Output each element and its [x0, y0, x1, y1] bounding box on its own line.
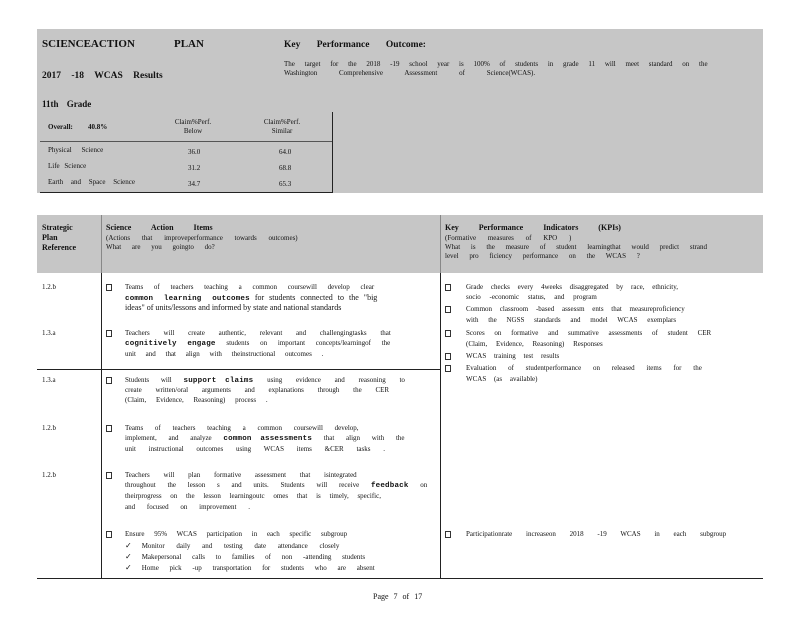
checkbox-icon — [445, 530, 459, 539]
table-row-label: Earth and Space Science — [48, 178, 135, 186]
action-items-sub1: (Actions that improveperformance towards outcomes) — [106, 234, 298, 242]
table-row-label: Life Science — [48, 162, 87, 170]
table-row-similar: 68.8 — [279, 164, 292, 172]
checkbox-icon — [106, 424, 120, 433]
checklist-item: ✓ Monitor daily and testing date attendance closely — [125, 541, 340, 550]
kpi-item: Grade checks every 4weeks disaggregated by race, ethnicity, — [466, 283, 678, 291]
emphasis: common assessments — [223, 435, 313, 443]
action-item: ideas" of units/lessons and informed by state and national standards — [125, 303, 342, 312]
ref-header: Strategic Plan Reference — [42, 223, 77, 252]
checklist-item: ✓ Home pick -up transportation for students who are absent — [125, 563, 375, 572]
kpi-item: Scores on formative and summative assessments of student CER — [466, 329, 712, 337]
kpo-label: Key Performance Outcome: — [284, 40, 426, 50]
action-item: Teachers will create authentic, relevant and challengingtasks that — [125, 329, 391, 337]
checkbox-icon — [445, 305, 459, 314]
action-item: common learning outcomes for students connected to the "big — [125, 293, 378, 303]
table-row-below: 34.7 — [188, 180, 201, 188]
checklist-item: ✓ Makepersonal calls to families of non -attending students — [125, 552, 366, 561]
action-item: (Claim, Evidence, Reasoning) process . — [125, 396, 268, 404]
action-item: and focused on improvement . — [125, 503, 250, 511]
overall-value: 40.8% — [88, 123, 108, 131]
action-item: implement, and analyze common assessments that align with the — [125, 434, 405, 443]
checkbox-icon — [445, 352, 459, 361]
check-icon: ✓ — [125, 563, 132, 572]
kpi-item: with the NGSS standards and model WCAS exemplars — [466, 316, 677, 324]
action-items-sub2: What are you goingto do? — [106, 243, 215, 251]
plan-ref: 1.3.a — [42, 329, 56, 337]
plan-ref: 1.2.b — [42, 471, 56, 479]
check-icon: ✓ — [125, 541, 132, 550]
table-row-label: Physical Science — [48, 146, 104, 154]
kpi-item: Common classroom -based assessm ents that measureproficiency — [466, 305, 685, 313]
kpi-item: Participationrate increaseon 2018 -19 WCAS in each subgroup — [466, 530, 727, 538]
action-item: Teachers will plan formative assessment that isintegrated — [125, 471, 357, 479]
kpi-item: WCAS training test results — [466, 352, 560, 360]
plan-ref: 1.2.b — [42, 424, 56, 432]
check-icon: ✓ — [125, 552, 132, 561]
plan-ref: 1.3.a — [42, 376, 56, 384]
grade-label: 11th Grade — [42, 99, 92, 109]
table-row-similar: 65.3 — [279, 180, 292, 188]
emphasis: support claims — [183, 377, 254, 385]
action-items-header: Science Action Items — [106, 223, 213, 232]
table-row-similar: 64.0 — [279, 148, 292, 156]
results-title: 2017 -18 WCAS Results — [42, 71, 163, 81]
page-number: Page 7 of 17 — [373, 592, 423, 601]
page-title-plan: PLAN — [174, 38, 204, 50]
table-row-below: 36.0 — [188, 148, 201, 156]
checkbox-icon — [106, 471, 120, 480]
checkbox-icon — [106, 376, 120, 385]
kpi-item: socio -economic status, and program — [466, 293, 597, 301]
emphasis: feedback — [370, 482, 409, 490]
action-item: create written/oral arguments and explanations through the CER — [125, 386, 390, 394]
action-item: theirprogress on the lesson learningoutc omes that is timely, specific, — [125, 492, 381, 500]
checkbox-icon — [106, 329, 120, 338]
checkbox-icon — [445, 329, 459, 338]
action-item: Students will support claims using evidence and reasoning to — [125, 376, 405, 385]
kpi-sub3: level pro ficiency performance on the WCAS ? — [445, 252, 640, 260]
emphasis: common learning outcomes — [125, 295, 250, 303]
action-item: unit and that align with theinstructional outcomes . — [125, 350, 324, 358]
kpi-header: Key Performance Indicators (KPIs) — [445, 223, 621, 232]
kpo-text-2: Washington Comprehensive Assessment of Science(WCAS). — [284, 69, 536, 77]
table-row-below: 31.2 — [188, 164, 201, 172]
action-item: Teams of teachers teaching a common coursewill develop, — [125, 424, 359, 432]
plan-ref: 1.2.b — [42, 283, 56, 291]
kpi-item: (Claim, Evidence, Reasoning) Responses — [466, 340, 603, 348]
action-item: Ensure 95% WCAS participation in each specific subgroup — [125, 530, 348, 538]
kpi-sub1: (Formative measures of KPO ) — [445, 234, 572, 242]
action-item: cognitively engage students on important concepts/learningof the — [125, 339, 391, 348]
checkbox-icon — [106, 283, 120, 292]
col-below-header: Claim%Perf. Below — [174, 118, 212, 135]
checkbox-icon — [106, 530, 120, 539]
checkbox-icon — [445, 283, 459, 292]
action-item: Teams of teachers teaching a common coursewill develop clear — [125, 283, 375, 291]
col-similar-header: Claim%Perf. Similar — [263, 118, 301, 135]
action-item: unit instructional outcomes using WCAS items &CER tasks . — [125, 445, 385, 453]
kpi-item: WCAS (as available) — [466, 375, 538, 383]
results-table — [40, 112, 333, 193]
kpi-sub2: What is the measure of student learningthat would predict strand — [445, 243, 707, 251]
action-item: throughout the lesson s and units. Students will receive feedback on — [125, 481, 428, 490]
kpi-item: Evaluation of studentperformance on released items for the — [466, 364, 702, 372]
checkbox-icon — [445, 364, 459, 373]
emphasis: cognitively engage — [125, 340, 216, 348]
page-title: SCIENCEACTION — [42, 38, 135, 50]
overall-label: Overall: — [48, 123, 73, 131]
kpo-text-1: The target for the 2018 -19 school year is 100% of students in grade 11 will meet standard on the — [284, 60, 708, 68]
